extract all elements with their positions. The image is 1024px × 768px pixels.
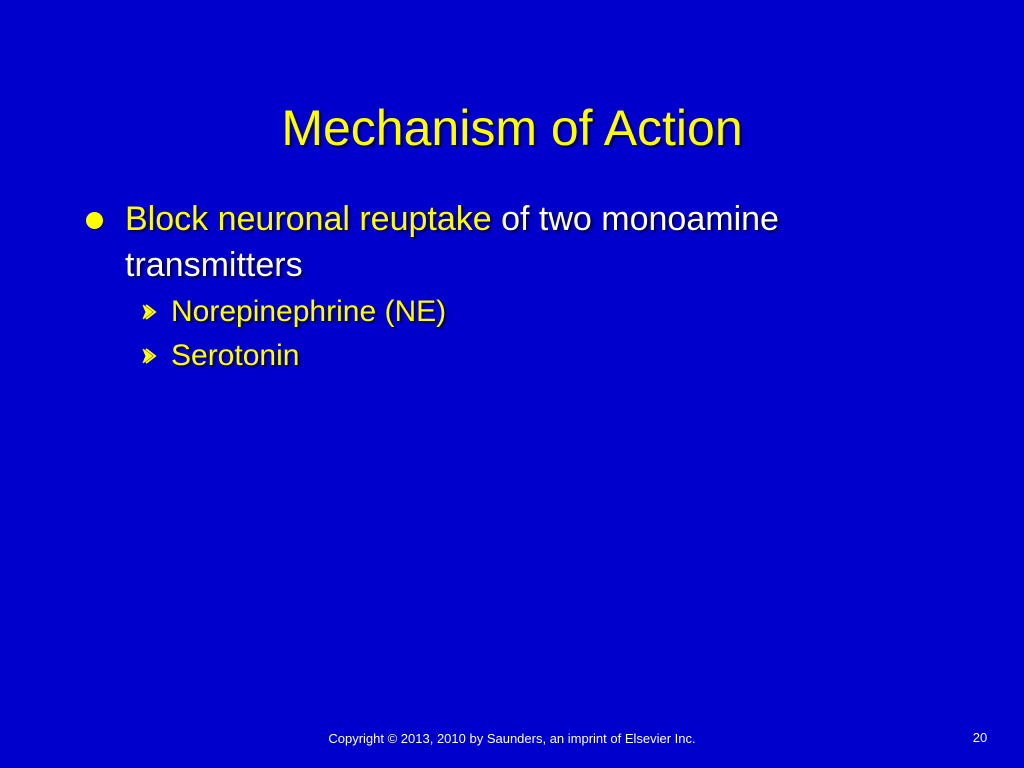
- sub-bullet-item: [140, 292, 840, 336]
- arrow-bullet-icon: [140, 346, 160, 366]
- highlighted-text: Block neuronal reuptake: [125, 200, 492, 238]
- page-number: 20: [972, 730, 988, 745]
- arrow-bullet-icon: [140, 302, 160, 322]
- sub-bullet-list: [140, 292, 840, 380]
- main-bullet-item: [86, 196, 946, 288]
- bullet-rest-text: of two monoamine transmitters: [125, 200, 779, 284]
- sub-bullet-label: Serotonin: [171, 339, 300, 372]
- slide-title: Mechanism of Action: [281, 100, 743, 156]
- sub-bullet-item: [140, 336, 840, 380]
- main-bullet-text: [125, 196, 946, 288]
- copyright-footer: Copyright © 2013, 2010 by Saunders, an imprint of Elsevier Inc.: [328, 731, 696, 746]
- sub-bullet-label: Norepinephrine (NE): [171, 295, 447, 328]
- bullet-dot-icon: [86, 212, 103, 229]
